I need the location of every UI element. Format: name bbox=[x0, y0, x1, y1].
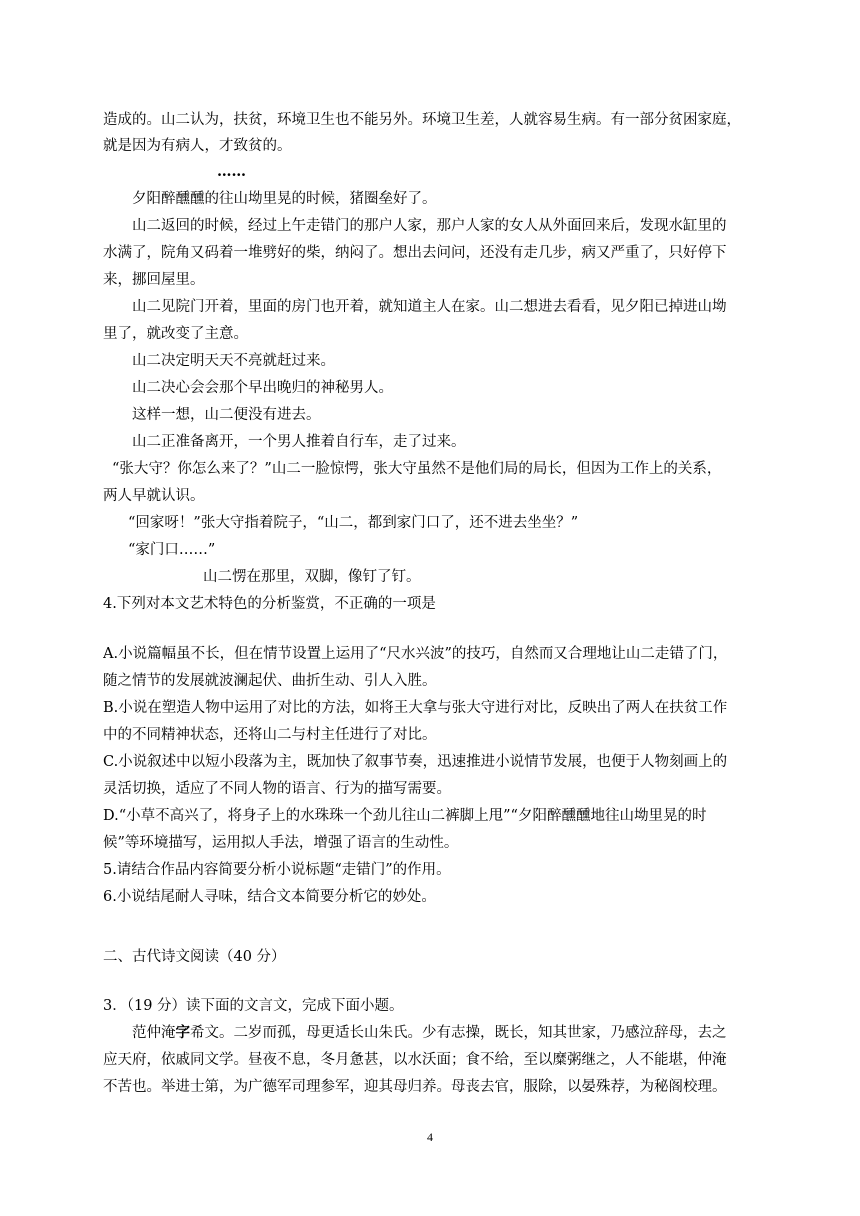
paragraph-line: 山二愣在那里，双脚，像钉了钉。 bbox=[203, 569, 421, 585]
option-c-line: 灵活切换，适应了不同人物的语言、行为的描写需要。 bbox=[103, 781, 451, 797]
bold-character: 字 bbox=[175, 1024, 190, 1041]
question-5: 5.请结合作品内容简要分析小说标题“走错门”的作用。 bbox=[103, 862, 451, 878]
page-number: 4 bbox=[427, 1130, 433, 1144]
question-4-stem: 4.下列对本文艺术特色的分析鉴赏，不正确的一项是 bbox=[103, 596, 436, 612]
paragraph-line: 就是因为有病人，才致贫的。 bbox=[103, 138, 292, 154]
question-6: 6.小说结尾耐人寻味，结合文本简要分析它的妙处。 bbox=[103, 889, 436, 905]
option-c-line: C.小说叙述中以短小段落为主，既加快了叙事节奏，迅速推进小说情节发展，也便于人物刻画上的 bbox=[103, 754, 728, 770]
option-b-line: B.小说在塑造人物中运用了对比的方法，如将王大拿与张大守进行对比，反映出了两人在扶贫工作 bbox=[103, 700, 728, 716]
paragraph-line: 山二返回的时候，经过上午走错门的那户人家，那户人家的女人从外面回来后，发现水缸里的 bbox=[132, 218, 727, 234]
ellipsis-line: …… bbox=[217, 163, 246, 180]
option-a-line: 随之情节的发展就波澜起伏、曲折生动、引人入胜。 bbox=[103, 673, 437, 689]
paragraph-line: “回家呀！”张大守指着院子，“山二，都到家门口了，还不进去坐坐？” bbox=[128, 515, 579, 531]
paragraph-line: 这样一想，山二便没有进去。 bbox=[132, 407, 321, 423]
paragraph-line: 两人早就认识。 bbox=[103, 488, 205, 504]
name-text: 范仲淹 bbox=[132, 1025, 176, 1041]
classical-text-line: 不苦也。举进士第，为广德军司理参军，迎其母归养。母丧去官，服除，以晏殊荐，为秘阁校理。 bbox=[103, 1079, 727, 1095]
classical-text-line bbox=[132, 1024, 764, 1042]
paragraph-line: “家门口……” bbox=[128, 542, 216, 558]
section-heading: 二、古代诗文阅读（40 分） bbox=[103, 949, 286, 965]
paragraph-line: 水满了，院角又码着一堆劈好的柴，纳闷了。想出去问问，还没有走几步，病又严重了，只好停下 bbox=[103, 245, 727, 261]
paragraph-line: 山二正准备离开，一个男人推着自行车，走了过来。 bbox=[132, 434, 466, 450]
paragraph-line: 来，挪回屋里。 bbox=[103, 272, 205, 288]
paragraph-line: 造成的。山二认为，扶贫，环境卫生也不能另外。环境卫生差，人就容易生病。有一部分贫困家庭， bbox=[103, 112, 741, 128]
classical-text-line: 应天府，依戚同文学。昼夜不息，冬月惫甚，以水沃面；食不给，至以糜粥继之，人不能堪，仲淹 bbox=[103, 1052, 727, 1068]
option-d-line: D.“小草不高兴了，将身子上的水珠珠一个劲儿往山二裤脚上甩”“夕阳醉醺醺地往山坳里晃的时 bbox=[103, 808, 707, 824]
paragraph-line: 山二决定明天天不亮就赶过来。 bbox=[132, 353, 335, 369]
paragraph-line: 山二见院门开着，里面的房门也开着，就知道主人在家。山二想进去看看，见夕阳已掉进山坳 bbox=[132, 299, 727, 315]
classical-text: 希文。二岁而孤，母更适长山朱氏。少有志操，既长，知其世家，乃感泣辞母，去之 bbox=[190, 1025, 727, 1041]
paragraph-line: 里了，就改变了主意。 bbox=[103, 326, 248, 342]
paragraph-line: 山二决心会会那个早出晚归的神秘男人。 bbox=[132, 380, 393, 396]
question-3-stem: 3．（19 分）读下面的文言文，完成下面小题。 bbox=[103, 998, 404, 1014]
option-d-line: 候”等环境描写，运用拟人手法，增强了语言的生动性。 bbox=[103, 835, 459, 851]
option-b-line: 中的不同精神状态，还将山二与村主任进行了对比。 bbox=[103, 727, 437, 743]
option-a-line: A.小说篇幅虽不长，但在情节设置上运用了“尺水兴波”的技巧，自然而又合理地让山二走错了门， bbox=[103, 646, 728, 662]
paragraph-line: “张大守？你怎么来了？”山二一脸惊愕，张大守虽然不是他们局的局长，但因为工作上的关系， bbox=[112, 461, 722, 477]
paragraph-line: 夕阳醉醺醺的往山坳里晃的时候，猪圈垒好了。 bbox=[132, 191, 437, 207]
